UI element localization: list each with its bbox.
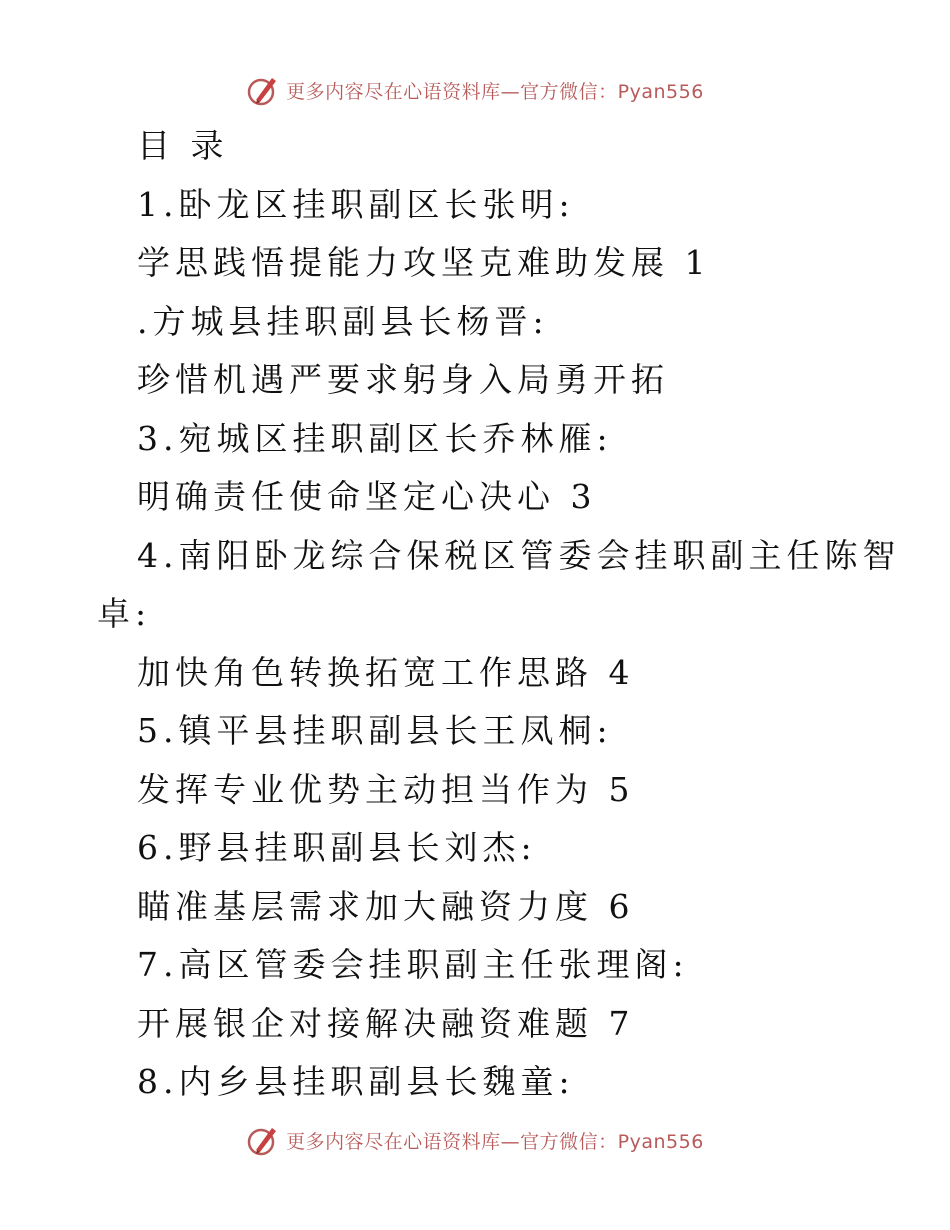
toc-line: 4.南阳卧龙综合保税区管委会挂职副主任陈智 — [137, 536, 901, 575]
toc-line: 1.卧龙区挂职副区长张明: — [137, 185, 575, 224]
toc-line: 学思践悟提能力攻坚克难助发展 1 — [137, 243, 711, 282]
toc-line: 卓: — [97, 594, 152, 633]
watermark-text: 更多内容尽在心语资料库—官方微信：Pyan556 — [286, 1130, 704, 1153]
toc-line: 瞄准基层需求加大融资力度 6 — [137, 887, 635, 926]
footer-watermark — [0, 1120, 950, 1160]
toc-line: 3.宛城区挂职副区长乔林雁: — [137, 419, 613, 458]
toc-line: 6.野县挂职副县长刘杰: — [137, 828, 537, 867]
toc-line: 加快角色转换拓宽工作思路 4 — [137, 653, 635, 692]
toc-line: .方城县挂职副县长杨晋: — [137, 302, 549, 341]
toc-title: 目 录 — [137, 126, 229, 165]
toc-line: 发挥专业优势主动担当作为 5 — [137, 770, 635, 809]
watermark-text: 更多内容尽在心语资料库—官方微信：Pyan556 — [286, 80, 704, 103]
toc-line: 8.内乡县挂职副县长魏童: — [137, 1062, 575, 1101]
toc-line: 7.高区管委会挂职副主任张理阁: — [137, 945, 689, 984]
toc-line: 5.镇平县挂职副县长王凤桐: — [137, 711, 613, 750]
toc-line: 开展银企对接解决融资难题 7 — [137, 1004, 635, 1043]
toc-line: 珍惜机遇严要求躬身入局勇开拓 — [137, 360, 669, 399]
toc-line: 明确责任使命坚定心决心 3 — [137, 477, 597, 516]
quill-pen-circle-icon — [246, 1123, 280, 1157]
